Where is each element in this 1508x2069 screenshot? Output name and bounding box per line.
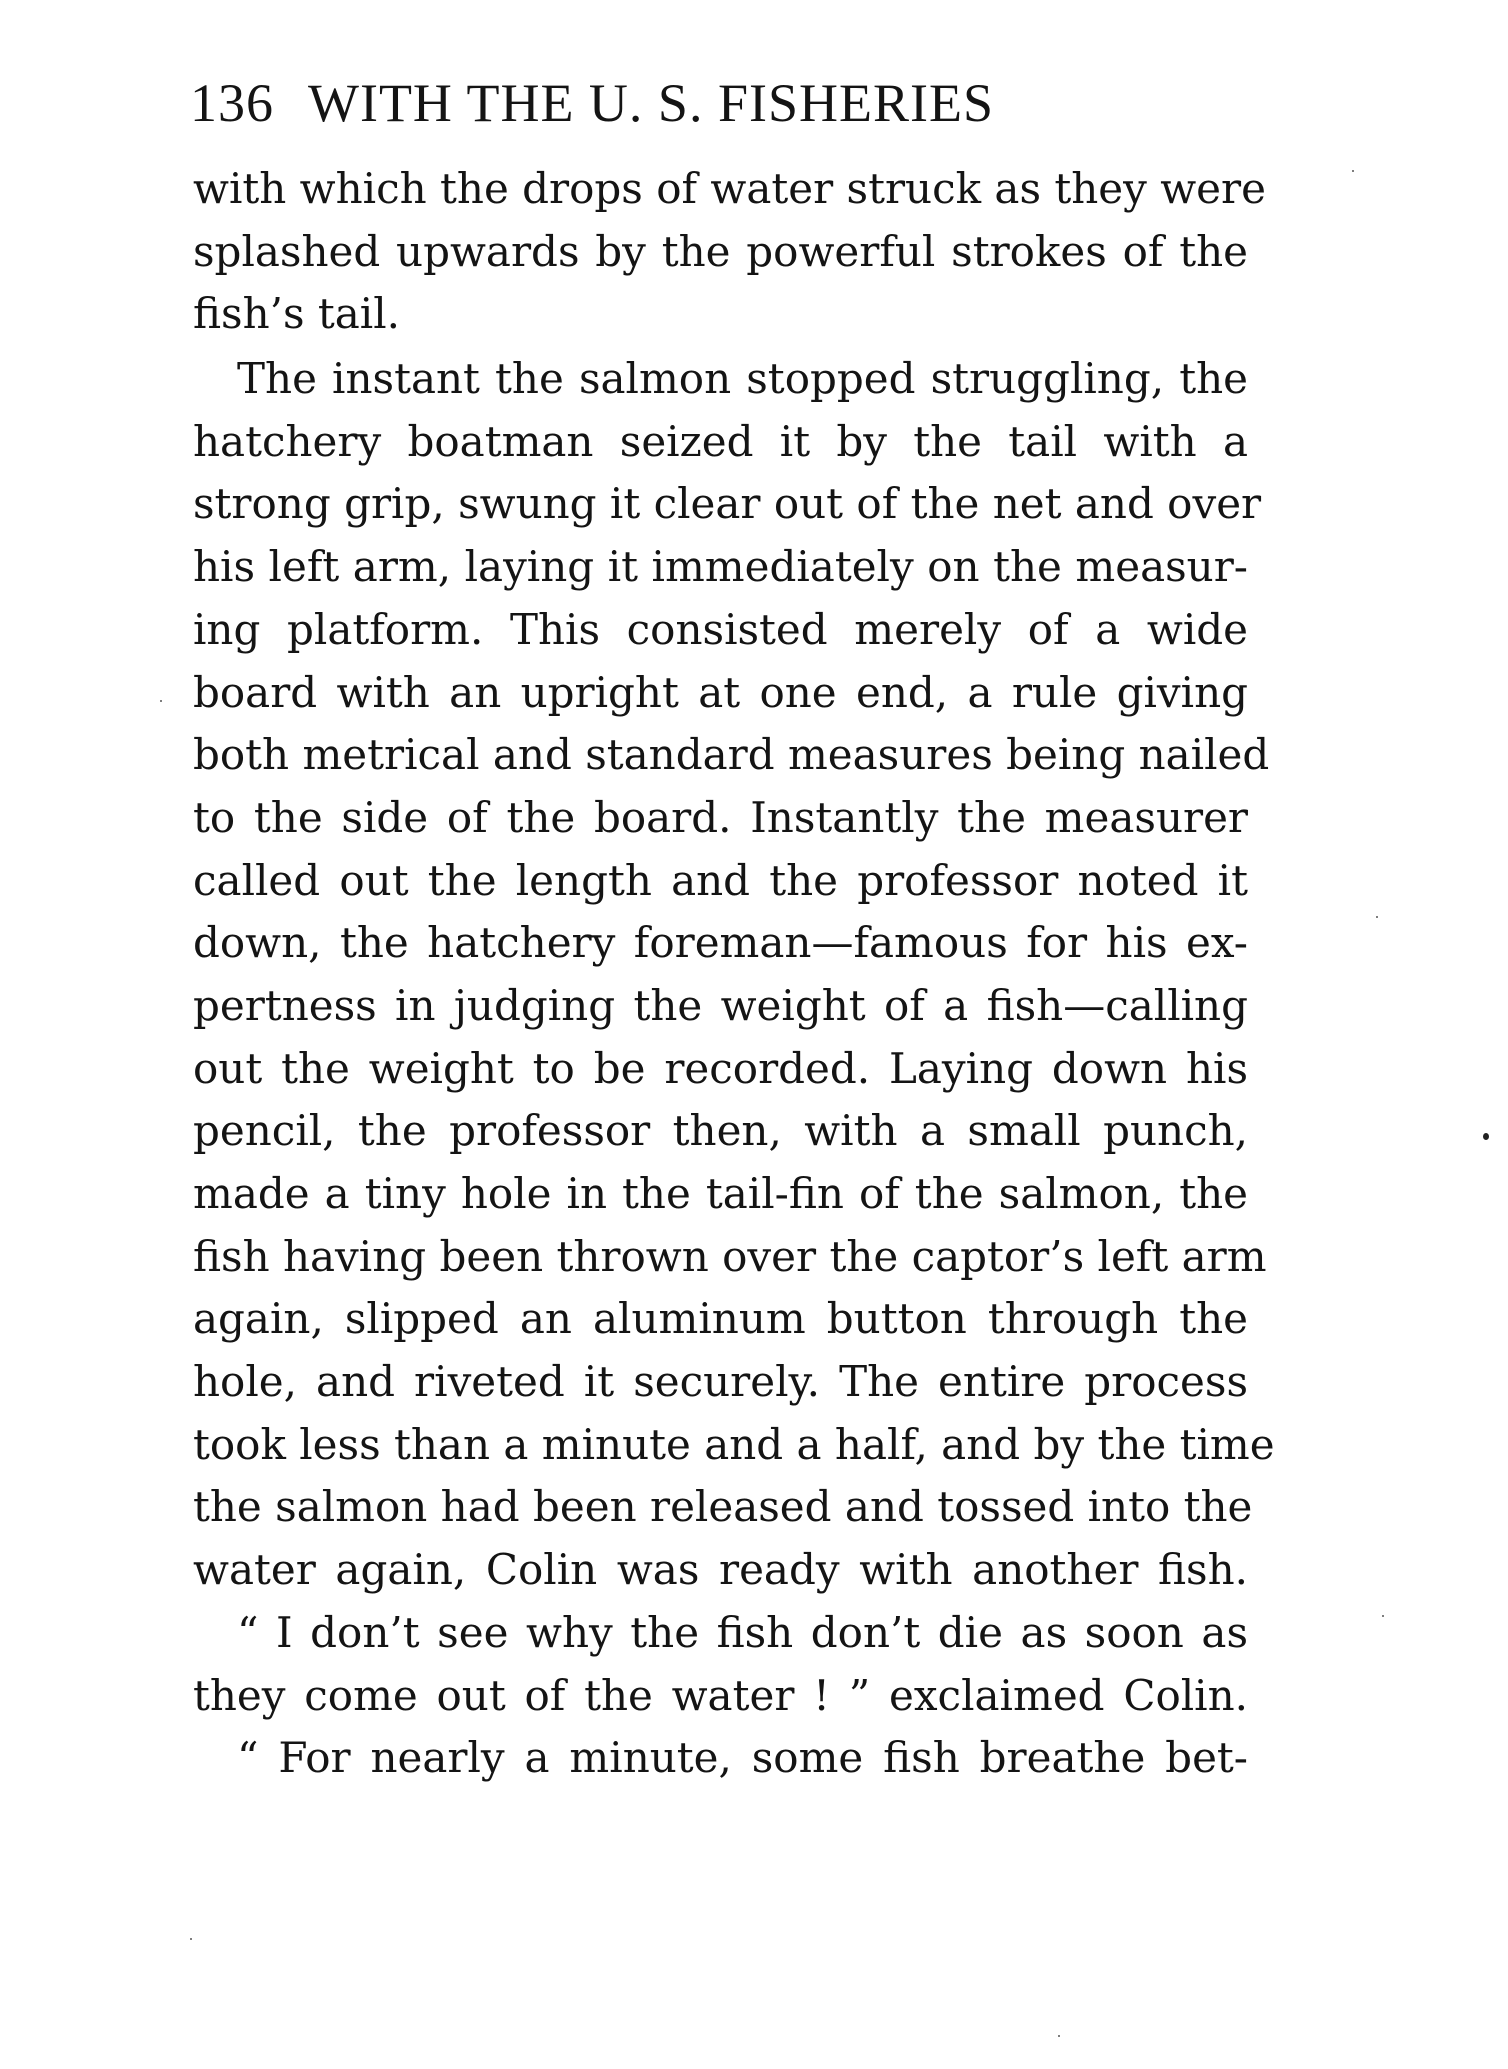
text-line: fish having been thrown over the captor’s left arm bbox=[193, 1231, 1267, 1281]
ink-speck bbox=[190, 1938, 192, 1940]
ink-speck bbox=[1058, 2035, 1060, 2037]
text-line: strong grip, swung it clear out of the net and over bbox=[193, 479, 1262, 529]
text-line: splashed upwards by the powerful strokes of the bbox=[193, 226, 1248, 276]
ink-speck bbox=[1352, 170, 1354, 172]
text-line: again, slipped an aluminum button through the bbox=[193, 1294, 1248, 1344]
text-line: hole, and riveted it securely. The entire process bbox=[193, 1357, 1248, 1407]
running-title: WITH THE U. S. FISHERIES bbox=[308, 73, 995, 133]
text-line: board with an upright at one end, a rule giving bbox=[193, 667, 1248, 717]
text-line: to the side of the board. Instantly the measurer bbox=[193, 792, 1248, 842]
ink-speck bbox=[1483, 1133, 1489, 1140]
text-line: made a tiny hole in the tail-fin of the salmon, the bbox=[193, 1169, 1248, 1218]
text-line: they come out of the water ! ” exclaimed Colin. bbox=[193, 1670, 1248, 1720]
text-line: the salmon had been released and tossed into the bbox=[193, 1482, 1253, 1532]
text-line: with which the drops of water struck as they were bbox=[193, 164, 1266, 213]
text-line: fish’s tail. bbox=[193, 289, 401, 339]
text-line: The instant the salmon stopped struggling, the bbox=[237, 354, 1248, 404]
text-line: pertness in judging the weight of a fish—calling bbox=[193, 980, 1248, 1030]
text-line: “ For nearly a minute, some fish breathe bet- bbox=[237, 1733, 1248, 1783]
ink-speck bbox=[160, 700, 162, 702]
text-line: ing platform. This consisted merely of a wide bbox=[193, 604, 1248, 654]
text-line: hatchery boatman seized it by the tail with a bbox=[193, 416, 1248, 466]
text-line: both metrical and standard measures being nailed bbox=[193, 730, 1270, 780]
text-line: “ I don’t see why the fish don’t die as soon as bbox=[237, 1607, 1248, 1657]
text-line: took less than a minute and a half, and by the time bbox=[193, 1419, 1275, 1469]
running-head bbox=[190, 68, 994, 138]
text-line: his left arm, laying it immediately on the measur- bbox=[193, 542, 1248, 592]
text-line: out the weight to be recorded. Laying down his bbox=[193, 1043, 1248, 1093]
body-text bbox=[193, 158, 1275, 1790]
text-line: water again, Colin was ready with another fish. bbox=[193, 1545, 1248, 1595]
text-line: down, the hatchery foreman—famous for his ex- bbox=[193, 918, 1248, 968]
text-line: called out the length and the professor noted it bbox=[193, 855, 1248, 905]
ink-speck bbox=[1376, 916, 1378, 918]
ink-speck bbox=[1382, 1615, 1384, 1617]
page-number: 136 bbox=[190, 73, 274, 133]
text-line: pencil, the professor then, with a small punch, bbox=[193, 1106, 1248, 1156]
